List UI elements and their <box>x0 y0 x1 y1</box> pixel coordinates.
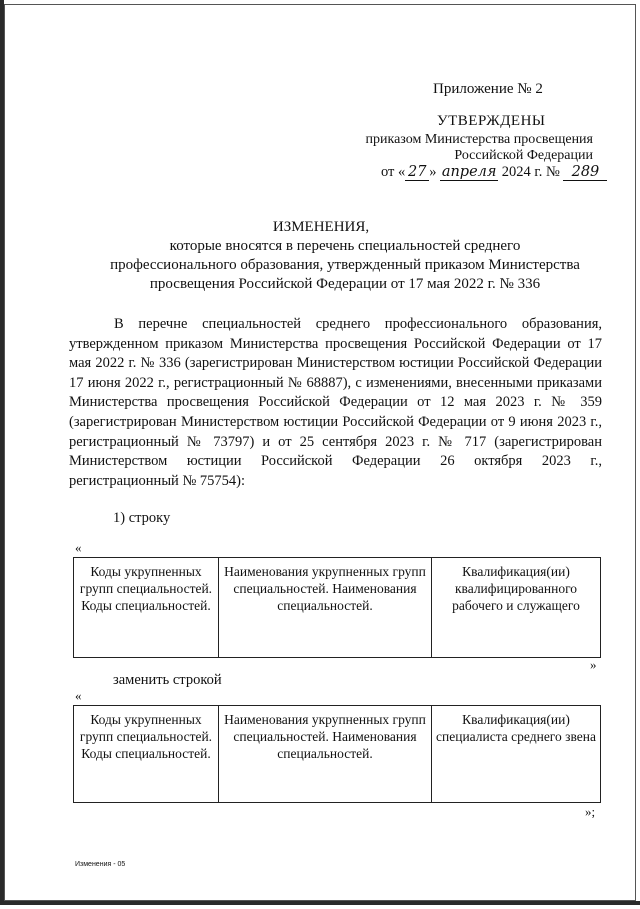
new-col-codes: Коды укрупненных групп специальностей. Коды специальностей. <box>74 706 219 803</box>
document-page <box>4 4 636 901</box>
order-line-2: Российской Федерации <box>454 148 593 164</box>
scan-edge-left <box>0 0 4 905</box>
replace-label: заменить строкой <box>113 672 222 689</box>
open-quote-1: « <box>75 540 82 556</box>
new-col-names: Наименования укрупненных групп специальностей. Наименования специальностей. <box>219 706 432 803</box>
scan-edge-bottom <box>0 901 640 905</box>
open-quote-2: « <box>75 688 82 704</box>
old-col-qualification: Квалификация(ии) квалифицированного рабочего и служащего <box>432 558 601 658</box>
new-col-qualification: Квалификация(ии) специалиста среднего звена <box>432 706 601 803</box>
item-1-label: 1) строку <box>113 510 170 527</box>
close-quote-2: »; <box>585 804 595 820</box>
approved-heading: УТВЕРЖДЕНЫ <box>437 113 546 130</box>
old-col-names: Наименования укрупненных групп специальностей. Наименования специальностей. <box>219 558 432 658</box>
table-old-row <box>73 557 601 658</box>
order-date-line <box>381 164 607 181</box>
old-col-codes: Коды укрупненных групп специальностей. Коды специальностей. <box>74 558 219 658</box>
order-line-1: приказом Министерства просвещения <box>366 132 594 148</box>
document-subtitle: которые вносятся в перечень специальностей среднего профессионального образования, утвержденный приказом Министерства просвещения Российской Федерации от 17 мая 2022 г. № 336 <box>105 237 585 294</box>
table-new-row <box>73 705 601 803</box>
document-title: ИЗМЕНЕНИЯ, <box>5 219 637 236</box>
table-row <box>74 558 601 658</box>
body-paragraph: В перечне специальностей среднего профессионального образования, утвержденном приказом Министерства просвещения Российской Федерации от 17 мая 2022 г. № 336 (зарегистрирован Министерством юстиции Российской Федерации 17 июня 2022 г., регистрационный № 68887), с изменениями, внесенными приказами Министерства просвещения Российской Федерации от 12 мая 2023 г. № 359 (зарегистрирован Министерством юстиции Российской Федерации от 9 июня 2023 г., регистрационный № 73797) и от 25 сентября 2023 г. № 717 (зарегистрирован Министерством юстиции Российской Федерации 26 октября 2023 г., регистрационный № 75754): <box>69 315 602 491</box>
table-row <box>74 706 601 803</box>
date-prefix: от « <box>381 164 405 180</box>
page-footer: Изменения - 05 <box>75 861 125 868</box>
date-day-handwritten: 27 <box>405 164 429 181</box>
date-mid: » <box>429 164 436 180</box>
appendix-number: Приложение № 2 <box>433 81 543 98</box>
date-year: 2024 г. № <box>502 164 560 180</box>
close-quote-1: » <box>590 657 597 673</box>
date-month-handwritten: апреля <box>440 164 498 181</box>
order-number-handwritten: 289 <box>563 164 607 181</box>
